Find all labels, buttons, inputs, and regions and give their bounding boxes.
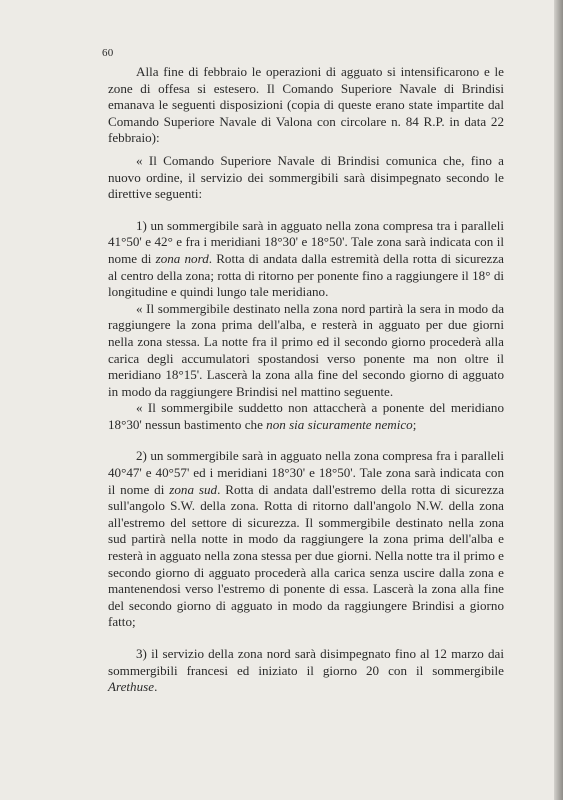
submarine-name: Arethuse [108, 679, 155, 695]
north-attack-text-a: « Il sommergibile suddetto non attaccherà a ponente del meridiano 18°30' nessun bastimento che [108, 400, 504, 432]
body-text [108, 64, 504, 696]
zone-south-name: zona sud [169, 481, 218, 497]
north-attack-emphasis: non sia sicuramente nemico [266, 416, 413, 432]
service-text-a: 3) il servizio della zona nord sarà disimpegnato fino al 12 marzo dai sommergibili francesi ed iniziato il giorno 20 con il sommergibile [108, 646, 504, 678]
zone-south-text-a: 2) un sommergibile sarà in agguato nella zona compresa fra i paralleli 40°47' e 40°57' ed i meridiani 18°30' e 18°50'. Tale zona sarà indicata con il nome di [108, 448, 504, 497]
paragraph-zone-south [108, 448, 504, 631]
zone-north-text-b: . Rotta di andata dalla estremità della rotta di sicurezza al centro della zona; rotta di ritorno per ponente fino a raggiungere il 18° di longitudine e quindi lungo tale meridiano. [108, 250, 504, 300]
service-text-b: . [154, 679, 158, 695]
page-number: 60 [102, 47, 114, 59]
paragraph-intro: Alla fine di febbraio le operazioni di agguato si intensificarono e le zone di offesa si estesero. Il Comando Superiore Navale di Brindisi emanava le seguenti disposizioni (copia di queste erano state impartite dal Comando Superiore Navale di Valona con circolare n. 84 R.P. in data 22 febbraio): [108, 64, 504, 146]
paragraph-north-submarine: « Il sommergibile destinato nella zona nord partirà la sera in modo da raggiungere la zona prima dell'alba, e resterà in agguato per due giorni nella zona stessa. La notte fra il primo ed il secondo giorno procederà alla carica degli accumulatori spostandosi verso ponente ma non oltre il meridiano 18°15'. Lascerà la zona alla fine del secondo giorno di agguato in modo da raggiungere Brindisi nel mattino seguente. [108, 300, 504, 399]
paragraph-communication: « Il Comando Superiore Navale di Brindisi comunica che, fino a nuovo ordine, il servizio dei sommergibili sarà disimpegnato secondo le direttive seguenti: [108, 152, 504, 202]
north-attack-text-b: ; [412, 416, 417, 432]
zone-north-name: zona nord [155, 250, 209, 266]
page-edge-shadow [554, 0, 563, 800]
paragraph-north-attack [108, 400, 504, 433]
zone-south-text-b: . Rotta di andata dall'estremo della rotta di sicurezza sull'angolo S.W. della zona. Rotta di ritorno dall'angolo N.W. della zona all'estremo del settore di sicurezza. Il sommergibile destinato nella zona sud partirà nella notte in modo da raggiungere la zona prima dell'alba e resterà in agguato nella zona stessa per due giorni. Nella notte tra il primo e secondo giorno di agguato procederà alla carica senza uscire dalla zona e mantenendosi verso l'estremo di ponente di essa. Lascerà la zona alla fine del secondo giorno di agguato in modo da raggiungere Brindisi a giorno fatto; [108, 481, 505, 630]
zone-north-text-a: 1) un sommergibile sarà in agguato nella zona compresa tra i paralleli 41°50' e 42° e fra i meridiani 18°30' e 18°50'. Tale zona sarà indicata con il nome di [108, 217, 504, 266]
paragraph-service [108, 646, 504, 696]
paragraph-zone-north [108, 218, 504, 301]
